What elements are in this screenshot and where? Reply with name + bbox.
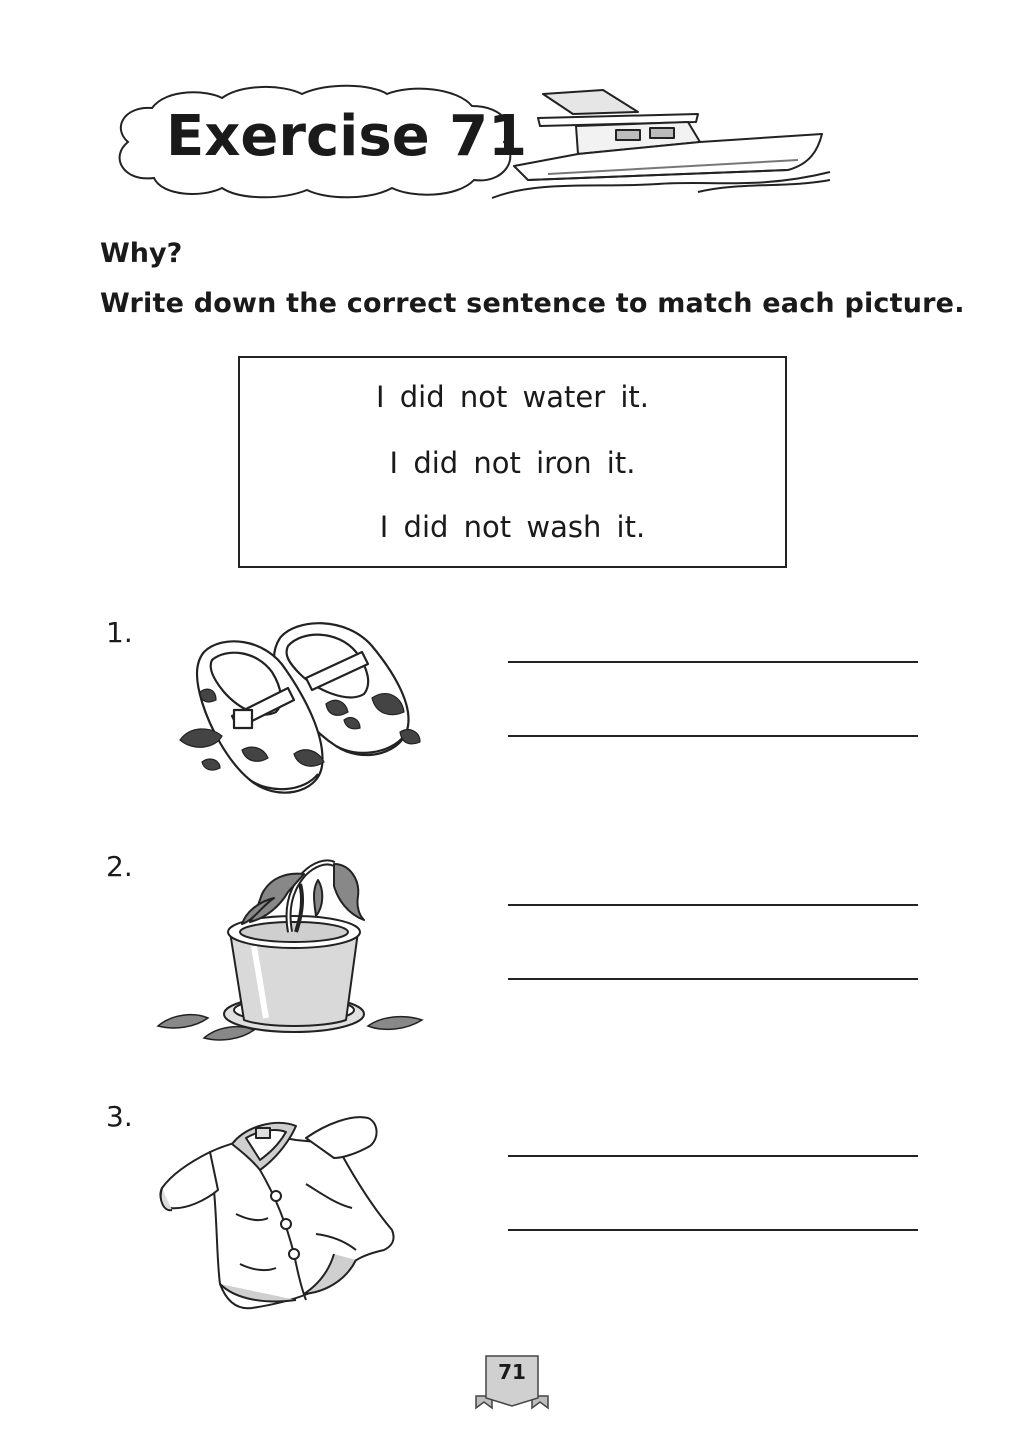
wrinkled-shirt-icon [156,1104,406,1314]
answer-line[interactable] [508,904,918,906]
dirty-shoes-icon [176,616,424,802]
wilted-plant-icon [154,850,426,1048]
question-number: 1. [106,616,133,649]
question-number: 3. [106,1100,133,1133]
sentence-option: I did not water it. [375,380,650,414]
answer-line[interactable] [508,735,918,737]
answer-line[interactable] [508,978,918,980]
page-number: 71 [498,1360,526,1384]
page-title: Exercise 71 [166,104,528,169]
boat-icon [488,84,834,202]
answer-line[interactable] [508,1155,918,1157]
exercise-heading: Why? [100,238,183,269]
answer-line[interactable] [508,1229,918,1231]
sentence-box [238,356,787,568]
sentence-option: I did not wash it. [379,510,646,544]
instruction-text: Write down the correct sentence to match each picture. [100,288,965,319]
question-number: 2. [106,850,133,883]
sentence-option: I did not iron it. [389,446,636,480]
answer-line[interactable] [508,661,918,663]
